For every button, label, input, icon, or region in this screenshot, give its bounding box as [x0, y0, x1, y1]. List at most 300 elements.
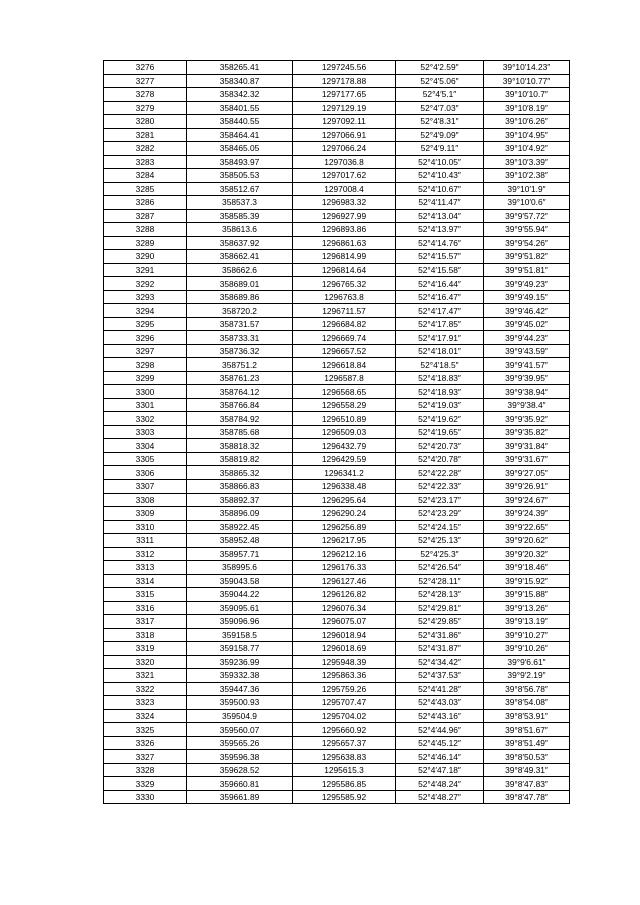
x-coordinate-cell: 358922.45 — [187, 520, 293, 534]
point-number-cell: 3291 — [104, 263, 187, 277]
longitude-cell: 39°9′24.39″ — [484, 507, 570, 521]
y-coordinate-cell: 1297066.24 — [293, 142, 396, 156]
table-row — [104, 128, 570, 142]
x-coordinate-cell: 359565.26 — [187, 736, 293, 750]
latitude-cell: 52°4′34.42″ — [396, 655, 484, 669]
longitude-cell: 39°8′50.53″ — [484, 750, 570, 764]
latitude-cell: 52°4′48.24″ — [396, 777, 484, 791]
latitude-cell: 52°4′43.16″ — [396, 709, 484, 723]
point-number-cell: 3299 — [104, 371, 187, 385]
longitude-cell: 39°10′0.6″ — [484, 196, 570, 210]
point-number-cell: 3280 — [104, 115, 187, 129]
x-coordinate-cell: 359044.22 — [187, 588, 293, 602]
longitude-cell: 39°10′1.9″ — [484, 182, 570, 196]
y-coordinate-cell: 1295615.3 — [293, 763, 396, 777]
y-coordinate-cell: 1295586.85 — [293, 777, 396, 791]
table-row — [104, 115, 570, 129]
longitude-cell: 39°9′27.05″ — [484, 466, 570, 480]
latitude-cell: 52°4′7.03″ — [396, 101, 484, 115]
table-row — [104, 709, 570, 723]
latitude-cell: 52°4′18.93″ — [396, 385, 484, 399]
latitude-cell: 52°4′16.44″ — [396, 277, 484, 291]
table-row — [104, 196, 570, 210]
x-coordinate-cell: 358892.37 — [187, 493, 293, 507]
point-number-cell: 3324 — [104, 709, 187, 723]
point-number-cell: 3328 — [104, 763, 187, 777]
table-row — [104, 223, 570, 237]
y-coordinate-cell: 1296432.79 — [293, 439, 396, 453]
point-number-cell: 3314 — [104, 574, 187, 588]
table-row — [104, 236, 570, 250]
longitude-cell: 39°10′4.92″ — [484, 142, 570, 156]
y-coordinate-cell: 1296018.94 — [293, 628, 396, 642]
y-coordinate-cell: 1295707.47 — [293, 696, 396, 710]
y-coordinate-cell: 1296893.86 — [293, 223, 396, 237]
y-coordinate-cell: 1296861.63 — [293, 236, 396, 250]
x-coordinate-cell: 358340.87 — [187, 74, 293, 88]
table-row — [104, 723, 570, 737]
x-coordinate-cell: 358865.32 — [187, 466, 293, 480]
point-number-cell: 3301 — [104, 398, 187, 412]
latitude-cell: 52°4′18.83″ — [396, 371, 484, 385]
longitude-cell: 39°9′22.65″ — [484, 520, 570, 534]
latitude-cell: 52°4′5.1″ — [396, 88, 484, 102]
y-coordinate-cell: 1297036.8 — [293, 155, 396, 169]
latitude-cell: 52°4′29.81″ — [396, 601, 484, 615]
longitude-cell: 39°9′26.91″ — [484, 479, 570, 493]
point-number-cell: 3289 — [104, 236, 187, 250]
latitude-cell: 52°4′25.3″ — [396, 547, 484, 561]
latitude-cell: 52°4′17.47″ — [396, 304, 484, 318]
longitude-cell: 39°9′57.72″ — [484, 209, 570, 223]
table-row — [104, 331, 570, 345]
y-coordinate-cell: 1296927.99 — [293, 209, 396, 223]
longitude-cell: 39°9′15.88″ — [484, 588, 570, 602]
table-row — [104, 507, 570, 521]
longitude-cell: 39°9′43.59″ — [484, 344, 570, 358]
point-number-cell: 3298 — [104, 358, 187, 372]
longitude-cell: 39°9′38.94″ — [484, 385, 570, 399]
y-coordinate-cell: 1296256.89 — [293, 520, 396, 534]
point-number-cell: 3307 — [104, 479, 187, 493]
longitude-cell: 39°9′31.84″ — [484, 439, 570, 453]
longitude-cell: 39°9′2.19″ — [484, 669, 570, 683]
point-number-cell: 3309 — [104, 507, 187, 521]
x-coordinate-cell: 358761.23 — [187, 371, 293, 385]
latitude-cell: 52°4′28.13″ — [396, 588, 484, 602]
x-coordinate-cell: 358720.2 — [187, 304, 293, 318]
x-coordinate-cell: 359043.58 — [187, 574, 293, 588]
point-number-cell: 3322 — [104, 682, 187, 696]
y-coordinate-cell: 1296763.8 — [293, 290, 396, 304]
point-number-cell: 3285 — [104, 182, 187, 196]
x-coordinate-cell: 358785.68 — [187, 425, 293, 439]
table-row — [104, 385, 570, 399]
longitude-cell: 39°9′20.62″ — [484, 534, 570, 548]
latitude-cell: 52°4′22.33″ — [396, 479, 484, 493]
latitude-cell: 52°4′41.28″ — [396, 682, 484, 696]
table-row — [104, 655, 570, 669]
y-coordinate-cell: 1296212.16 — [293, 547, 396, 561]
latitude-cell: 52°4′14.76″ — [396, 236, 484, 250]
y-coordinate-cell: 1296127.46 — [293, 574, 396, 588]
x-coordinate-cell: 359628.52 — [187, 763, 293, 777]
latitude-cell: 52°4′15.57″ — [396, 250, 484, 264]
table-row — [104, 74, 570, 88]
latitude-cell: 52°4′18.01″ — [396, 344, 484, 358]
y-coordinate-cell: 1296429.59 — [293, 452, 396, 466]
point-number-cell: 3281 — [104, 128, 187, 142]
table-row — [104, 534, 570, 548]
longitude-cell: 39°9′13.19″ — [484, 615, 570, 629]
table-row — [104, 263, 570, 277]
x-coordinate-cell: 358689.01 — [187, 277, 293, 291]
y-coordinate-cell: 1297178.88 — [293, 74, 396, 88]
longitude-cell: 39°8′51.67″ — [484, 723, 570, 737]
longitude-cell: 39°9′31.67″ — [484, 452, 570, 466]
x-coordinate-cell: 358662.6 — [187, 263, 293, 277]
point-number-cell: 3330 — [104, 790, 187, 804]
x-coordinate-cell: 358818.32 — [187, 439, 293, 453]
longitude-cell: 39°8′56.78″ — [484, 682, 570, 696]
x-coordinate-cell: 358585.39 — [187, 209, 293, 223]
latitude-cell: 52°4′46.14″ — [396, 750, 484, 764]
coordinates-table-body — [104, 61, 570, 804]
table-row — [104, 696, 570, 710]
longitude-cell: 39°9′49.23″ — [484, 277, 570, 291]
longitude-cell: 39°9′6.61″ — [484, 655, 570, 669]
latitude-cell: 52°4′44.96″ — [396, 723, 484, 737]
point-number-cell: 3283 — [104, 155, 187, 169]
longitude-cell: 39°9′35.92″ — [484, 412, 570, 426]
longitude-cell: 39°8′49.31″ — [484, 763, 570, 777]
y-coordinate-cell: 1296295.64 — [293, 493, 396, 507]
y-coordinate-cell: 1295759.26 — [293, 682, 396, 696]
x-coordinate-cell: 359096.96 — [187, 615, 293, 629]
y-coordinate-cell: 1296558.29 — [293, 398, 396, 412]
latitude-cell: 52°4′43.03″ — [396, 696, 484, 710]
x-coordinate-cell: 359560.07 — [187, 723, 293, 737]
point-number-cell: 3315 — [104, 588, 187, 602]
coordinates-table — [103, 60, 570, 804]
point-number-cell: 3300 — [104, 385, 187, 399]
y-coordinate-cell: 1295863.36 — [293, 669, 396, 683]
point-number-cell: 3304 — [104, 439, 187, 453]
point-number-cell: 3302 — [104, 412, 187, 426]
y-coordinate-cell: 1297008.4 — [293, 182, 396, 196]
x-coordinate-cell: 358505.53 — [187, 169, 293, 183]
latitude-cell: 52°4′19.03″ — [396, 398, 484, 412]
table-row — [104, 142, 570, 156]
point-number-cell: 3297 — [104, 344, 187, 358]
point-number-cell: 3312 — [104, 547, 187, 561]
latitude-cell: 52°4′24.15″ — [396, 520, 484, 534]
table-row — [104, 425, 570, 439]
table-row — [104, 601, 570, 615]
x-coordinate-cell: 359660.81 — [187, 777, 293, 791]
x-coordinate-cell: 358784.92 — [187, 412, 293, 426]
point-number-cell: 3303 — [104, 425, 187, 439]
latitude-cell: 52°4′26.54″ — [396, 561, 484, 575]
y-coordinate-cell: 1296765.32 — [293, 277, 396, 291]
table-row — [104, 561, 570, 575]
table-row — [104, 574, 570, 588]
y-coordinate-cell: 1295948.39 — [293, 655, 396, 669]
longitude-cell: 39°9′55.94″ — [484, 223, 570, 237]
longitude-cell: 39°9′41.57″ — [484, 358, 570, 372]
point-number-cell: 3279 — [104, 101, 187, 115]
latitude-cell: 52°4′31.87″ — [396, 642, 484, 656]
latitude-cell: 52°4′29.85″ — [396, 615, 484, 629]
table-row — [104, 439, 570, 453]
latitude-cell: 52°4′47.18″ — [396, 763, 484, 777]
point-number-cell: 3320 — [104, 655, 187, 669]
table-row — [104, 344, 570, 358]
longitude-cell: 39°10′4.95″ — [484, 128, 570, 142]
point-number-cell: 3329 — [104, 777, 187, 791]
longitude-cell: 39°9′35.82″ — [484, 425, 570, 439]
longitude-cell: 39°10′8.19″ — [484, 101, 570, 115]
latitude-cell: 52°4′9.11″ — [396, 142, 484, 156]
point-number-cell: 3290 — [104, 250, 187, 264]
y-coordinate-cell: 1296684.82 — [293, 317, 396, 331]
longitude-cell: 39°9′10.27″ — [484, 628, 570, 642]
x-coordinate-cell: 359158.5 — [187, 628, 293, 642]
latitude-cell: 52°4′19.62″ — [396, 412, 484, 426]
x-coordinate-cell: 358819.82 — [187, 452, 293, 466]
latitude-cell: 52°4′25.13″ — [396, 534, 484, 548]
x-coordinate-cell: 358613.6 — [187, 223, 293, 237]
x-coordinate-cell: 359596.38 — [187, 750, 293, 764]
longitude-cell: 39°8′54.08″ — [484, 696, 570, 710]
x-coordinate-cell: 358440.55 — [187, 115, 293, 129]
latitude-cell: 52°4′18.5″ — [396, 358, 484, 372]
y-coordinate-cell: 1296711.57 — [293, 304, 396, 318]
point-number-cell: 3318 — [104, 628, 187, 642]
latitude-cell: 52°4′17.91″ — [396, 331, 484, 345]
longitude-cell: 39°9′18.46″ — [484, 561, 570, 575]
longitude-cell: 39°9′46.42″ — [484, 304, 570, 318]
longitude-cell: 39°10′10.7″ — [484, 88, 570, 102]
x-coordinate-cell: 358464.41 — [187, 128, 293, 142]
latitude-cell: 52°4′37.53″ — [396, 669, 484, 683]
table-row — [104, 682, 570, 696]
y-coordinate-cell: 1295585.92 — [293, 790, 396, 804]
point-number-cell: 3293 — [104, 290, 187, 304]
latitude-cell: 52°4′13.97″ — [396, 223, 484, 237]
table-row — [104, 412, 570, 426]
y-coordinate-cell: 1296075.07 — [293, 615, 396, 629]
point-number-cell: 3288 — [104, 223, 187, 237]
x-coordinate-cell: 358733.31 — [187, 331, 293, 345]
x-coordinate-cell: 359504.9 — [187, 709, 293, 723]
latitude-cell: 52°4′45.12″ — [396, 736, 484, 750]
y-coordinate-cell: 1295657.37 — [293, 736, 396, 750]
table-row — [104, 750, 570, 764]
longitude-cell: 39°9′49.15″ — [484, 290, 570, 304]
table-row — [104, 358, 570, 372]
latitude-cell: 52°4′16.47″ — [396, 290, 484, 304]
y-coordinate-cell: 1297092.11 — [293, 115, 396, 129]
point-number-cell: 3305 — [104, 452, 187, 466]
x-coordinate-cell: 359236.99 — [187, 655, 293, 669]
longitude-cell: 39°8′47.78″ — [484, 790, 570, 804]
table-row — [104, 452, 570, 466]
x-coordinate-cell: 359332.38 — [187, 669, 293, 683]
x-coordinate-cell: 358866.83 — [187, 479, 293, 493]
point-number-cell: 3278 — [104, 88, 187, 102]
table-row — [104, 520, 570, 534]
x-coordinate-cell: 358493.97 — [187, 155, 293, 169]
table-row — [104, 169, 570, 183]
longitude-cell: 39°9′20.32″ — [484, 547, 570, 561]
longitude-cell: 39°10′6.26″ — [484, 115, 570, 129]
x-coordinate-cell: 359661.89 — [187, 790, 293, 804]
table-row — [104, 588, 570, 602]
y-coordinate-cell: 1297017.62 — [293, 169, 396, 183]
table-row — [104, 763, 570, 777]
table-row — [104, 101, 570, 115]
latitude-cell: 52°4′17.85″ — [396, 317, 484, 331]
point-number-cell: 3282 — [104, 142, 187, 156]
longitude-cell: 39°8′47.83″ — [484, 777, 570, 791]
point-number-cell: 3284 — [104, 169, 187, 183]
longitude-cell: 39°10′2.38″ — [484, 169, 570, 183]
x-coordinate-cell: 358637.92 — [187, 236, 293, 250]
latitude-cell: 52°4′28.11″ — [396, 574, 484, 588]
point-number-cell: 3321 — [104, 669, 187, 683]
point-number-cell: 3316 — [104, 601, 187, 615]
table-row — [104, 304, 570, 318]
y-coordinate-cell: 1296587.8 — [293, 371, 396, 385]
y-coordinate-cell: 1297066.91 — [293, 128, 396, 142]
y-coordinate-cell: 1296983.32 — [293, 196, 396, 210]
longitude-cell: 39°9′24.67″ — [484, 493, 570, 507]
point-number-cell: 3292 — [104, 277, 187, 291]
table-row — [104, 155, 570, 169]
latitude-cell: 52°4′8.31″ — [396, 115, 484, 129]
table-row — [104, 790, 570, 804]
table-row — [104, 466, 570, 480]
longitude-cell: 39°10′3.39″ — [484, 155, 570, 169]
longitude-cell: 39°9′45.02″ — [484, 317, 570, 331]
longitude-cell: 39°9′54.26″ — [484, 236, 570, 250]
x-coordinate-cell: 358736.32 — [187, 344, 293, 358]
x-coordinate-cell: 358751.2 — [187, 358, 293, 372]
table-row — [104, 398, 570, 412]
latitude-cell: 52°4′23.29″ — [396, 507, 484, 521]
point-number-cell: 3326 — [104, 736, 187, 750]
y-coordinate-cell: 1296509.03 — [293, 425, 396, 439]
table-row — [104, 61, 570, 75]
x-coordinate-cell: 358401.55 — [187, 101, 293, 115]
longitude-cell: 39°8′53.91″ — [484, 709, 570, 723]
point-number-cell: 3277 — [104, 74, 187, 88]
y-coordinate-cell: 1296217.95 — [293, 534, 396, 548]
latitude-cell: 52°4′19.65″ — [396, 425, 484, 439]
table-row — [104, 777, 570, 791]
x-coordinate-cell: 358512.67 — [187, 182, 293, 196]
y-coordinate-cell: 1295638.83 — [293, 750, 396, 764]
latitude-cell: 52°4′20.73″ — [396, 439, 484, 453]
latitude-cell: 52°4′10.67″ — [396, 182, 484, 196]
y-coordinate-cell: 1297245.56 — [293, 61, 396, 75]
y-coordinate-cell: 1296290.24 — [293, 507, 396, 521]
y-coordinate-cell: 1295660.92 — [293, 723, 396, 737]
table-row — [104, 547, 570, 561]
x-coordinate-cell: 359095.61 — [187, 601, 293, 615]
longitude-cell: 39°9′39.95″ — [484, 371, 570, 385]
latitude-cell: 52°4′9.09″ — [396, 128, 484, 142]
x-coordinate-cell: 358662.41 — [187, 250, 293, 264]
x-coordinate-cell: 359158.77 — [187, 642, 293, 656]
table-row — [104, 479, 570, 493]
y-coordinate-cell: 1297129.19 — [293, 101, 396, 115]
x-coordinate-cell: 358342.32 — [187, 88, 293, 102]
latitude-cell: 52°4′20.78″ — [396, 452, 484, 466]
point-number-cell: 3319 — [104, 642, 187, 656]
point-number-cell: 3287 — [104, 209, 187, 223]
point-number-cell: 3323 — [104, 696, 187, 710]
y-coordinate-cell: 1296338.48 — [293, 479, 396, 493]
point-number-cell: 3294 — [104, 304, 187, 318]
y-coordinate-cell: 1296814.64 — [293, 263, 396, 277]
latitude-cell: 52°4′23.17″ — [396, 493, 484, 507]
longitude-cell: 39°9′51.82″ — [484, 250, 570, 264]
point-number-cell: 3311 — [104, 534, 187, 548]
table-row — [104, 277, 570, 291]
x-coordinate-cell: 358465.05 — [187, 142, 293, 156]
table-row — [104, 628, 570, 642]
table-row — [104, 182, 570, 196]
point-number-cell: 3276 — [104, 61, 187, 75]
y-coordinate-cell: 1296669.74 — [293, 331, 396, 345]
x-coordinate-cell: 358764.12 — [187, 385, 293, 399]
x-coordinate-cell: 358689.86 — [187, 290, 293, 304]
y-coordinate-cell: 1296018.69 — [293, 642, 396, 656]
table-row — [104, 88, 570, 102]
table-row — [104, 209, 570, 223]
point-number-cell: 3325 — [104, 723, 187, 737]
table-row — [104, 493, 570, 507]
x-coordinate-cell: 358995.6 — [187, 561, 293, 575]
y-coordinate-cell: 1296814.99 — [293, 250, 396, 264]
point-number-cell: 3327 — [104, 750, 187, 764]
latitude-cell: 52°4′10.43″ — [396, 169, 484, 183]
longitude-cell: 39°9′51.81″ — [484, 263, 570, 277]
table-row — [104, 615, 570, 629]
y-coordinate-cell: 1296510.89 — [293, 412, 396, 426]
point-number-cell: 3317 — [104, 615, 187, 629]
table-row — [104, 250, 570, 264]
point-number-cell: 3310 — [104, 520, 187, 534]
table-row — [104, 736, 570, 750]
y-coordinate-cell: 1296618.84 — [293, 358, 396, 372]
y-coordinate-cell: 1295704.02 — [293, 709, 396, 723]
table-row — [104, 290, 570, 304]
y-coordinate-cell: 1296568.65 — [293, 385, 396, 399]
x-coordinate-cell: 359447.36 — [187, 682, 293, 696]
latitude-cell: 52°4′13.04″ — [396, 209, 484, 223]
table-row — [104, 317, 570, 331]
x-coordinate-cell: 358766.84 — [187, 398, 293, 412]
longitude-cell: 39°9′15.92″ — [484, 574, 570, 588]
longitude-cell: 39°9′10.26″ — [484, 642, 570, 656]
latitude-cell: 52°4′5.06″ — [396, 74, 484, 88]
latitude-cell: 52°4′15.58″ — [396, 263, 484, 277]
x-coordinate-cell: 358731.57 — [187, 317, 293, 331]
longitude-cell: 39°10′10.77″ — [484, 74, 570, 88]
